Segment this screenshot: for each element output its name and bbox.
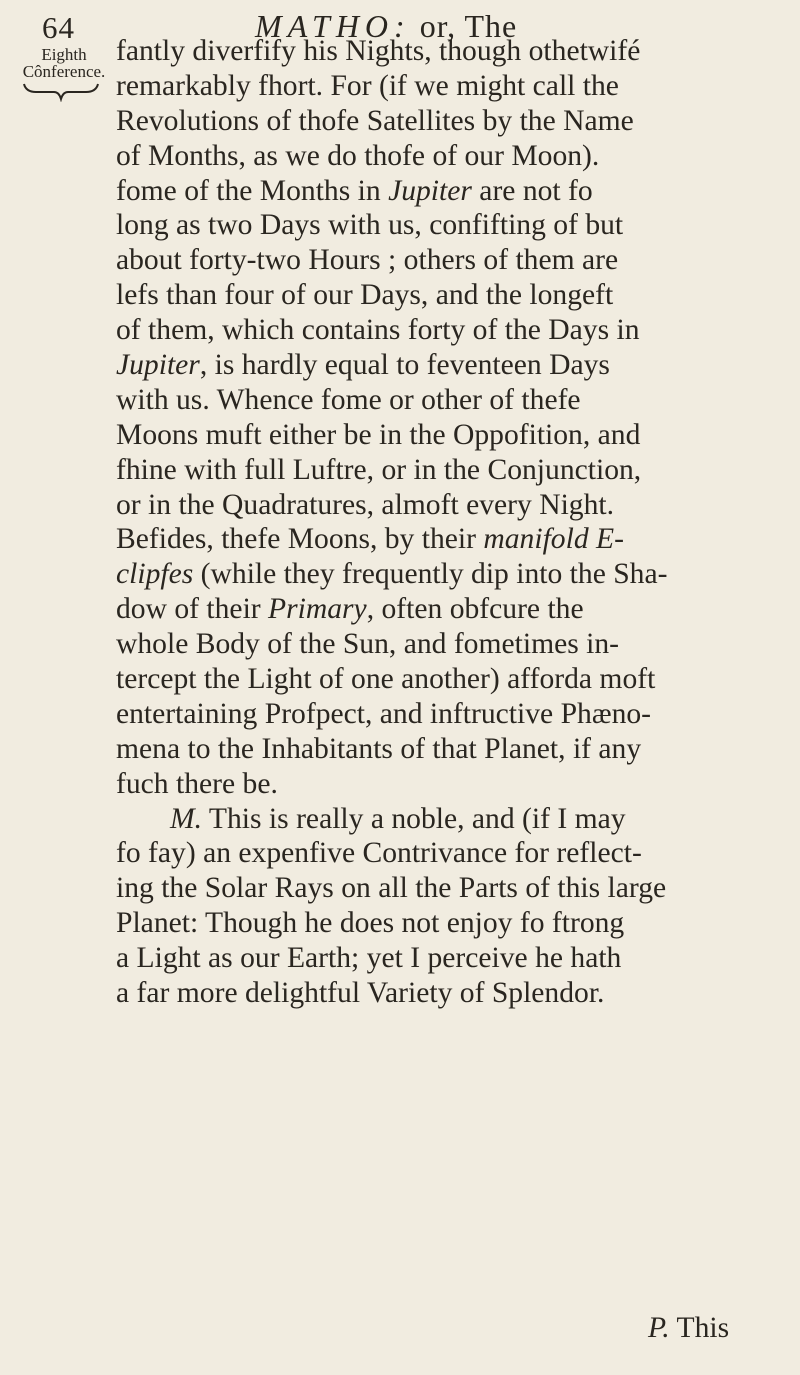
- text-segment: about forty-two Hours ; others of them are: [116, 244, 619, 277]
- text-segment: (while they frequently dip into the Sha-: [193, 558, 668, 591]
- text-segment: fo fay) an expenfive Contrivance for reflect-: [116, 837, 642, 870]
- text-line: [116, 662, 788, 697]
- text-line: [116, 348, 788, 383]
- text-line: [116, 767, 788, 802]
- text-segment: fome of the Months in: [116, 174, 389, 207]
- italic-text: Jupiter: [388, 174, 472, 207]
- margin-note: [18, 46, 110, 80]
- text-segment: are not fo: [471, 174, 593, 207]
- text-line: [116, 976, 788, 1011]
- margin-note-line-1: Eighth: [41, 45, 87, 64]
- text-line: [116, 453, 788, 488]
- text-segment: lefs than four of our Days, and the longeft: [116, 279, 614, 312]
- text-segment: , often obfcure the: [366, 593, 584, 626]
- text-segment: long as two Days with us, confifting of but: [116, 209, 624, 242]
- text-line: [116, 383, 788, 418]
- text-line: [116, 871, 788, 906]
- text-segment: , is hardly equal to feventeen Days: [199, 349, 610, 382]
- text-line: [116, 208, 788, 243]
- catchword-rest: This: [669, 1312, 730, 1344]
- text-segment: entertaining Profpect, and inftructive Phæno-: [116, 697, 652, 730]
- text-segment: tercept the Light of one another) afforda moft: [116, 663, 656, 696]
- catchword: [648, 1312, 729, 1345]
- text-segment: whole Body of the Sun, and fometimes in-: [116, 628, 620, 661]
- text-segment: or in the Quadratures, almoft every Night.: [116, 488, 615, 521]
- text-line: [116, 697, 788, 732]
- text-line: [116, 139, 788, 174]
- text-segment: ing the Solar Rays on all the Parts of this large: [116, 872, 667, 905]
- text-line: [116, 802, 788, 837]
- text-segment: with us. Whence fome or other of thefe: [116, 383, 581, 416]
- text-segment: dow of their: [116, 593, 269, 626]
- catchword-italic: P.: [648, 1312, 670, 1344]
- brace-icon: [22, 80, 100, 102]
- running-title-rest: or, The: [410, 8, 518, 44]
- text-line: [116, 627, 788, 662]
- italic-text: Primary: [268, 593, 367, 626]
- running-title-italic: MATHO:: [255, 8, 411, 44]
- text-segment: Befides, thefe Moons, by their: [116, 523, 484, 556]
- text-line: [116, 174, 788, 209]
- text-line: [116, 557, 788, 592]
- text-line: [116, 488, 788, 523]
- italic-text: Jupiter: [116, 349, 200, 382]
- text-line: [116, 906, 788, 941]
- italic-text: manifold E-: [483, 523, 624, 556]
- text-line: [116, 836, 788, 871]
- text-line: [116, 313, 788, 348]
- italic-text: M.: [170, 802, 203, 835]
- margin-note-line-2: Cônference.: [22, 62, 106, 81]
- text-segment: fhine with full Luftre, or in the Conjunction,: [116, 453, 642, 486]
- text-line: [116, 941, 788, 976]
- text-line: [116, 592, 788, 627]
- text-line: [116, 243, 788, 278]
- text-line: [116, 522, 788, 557]
- text-line: [116, 104, 788, 139]
- text-segment: remarkably fhort. For (if we might call the: [116, 69, 619, 102]
- text-segment: of Months, as we do thofe of our Moon).: [116, 139, 600, 172]
- text-segment: a far more delightful Variety of Splendor.: [116, 977, 605, 1010]
- text-segment: Moons muft either be in the Oppofition, and: [116, 418, 641, 451]
- text-line: [116, 732, 788, 767]
- text-segment: fantly diverfify his Nights, though othetwifé: [116, 35, 641, 67]
- text-segment: Planet: Though he does not enjoy fo ftrong: [116, 907, 625, 940]
- body-text: [116, 34, 788, 1011]
- text-line: [116, 69, 788, 104]
- page-number: 64: [42, 10, 75, 45]
- text-segment: This is really a noble, and (if I may: [202, 802, 626, 835]
- italic-text: clipfes: [116, 558, 194, 591]
- text-line: [116, 418, 788, 453]
- text-segment: Revolutions of thofe Satellites by the Name: [116, 104, 634, 137]
- text-segment: fuch there be.: [116, 767, 278, 800]
- text-segment: mena to the Inhabitants of that Planet, if any: [116, 732, 642, 765]
- text-segment: of them, which contains forty of the Days in: [116, 314, 640, 347]
- text-segment: a Light as our Earth; yet I perceive he hath: [116, 942, 622, 975]
- text-line: [116, 34, 788, 69]
- text-line: [116, 278, 788, 313]
